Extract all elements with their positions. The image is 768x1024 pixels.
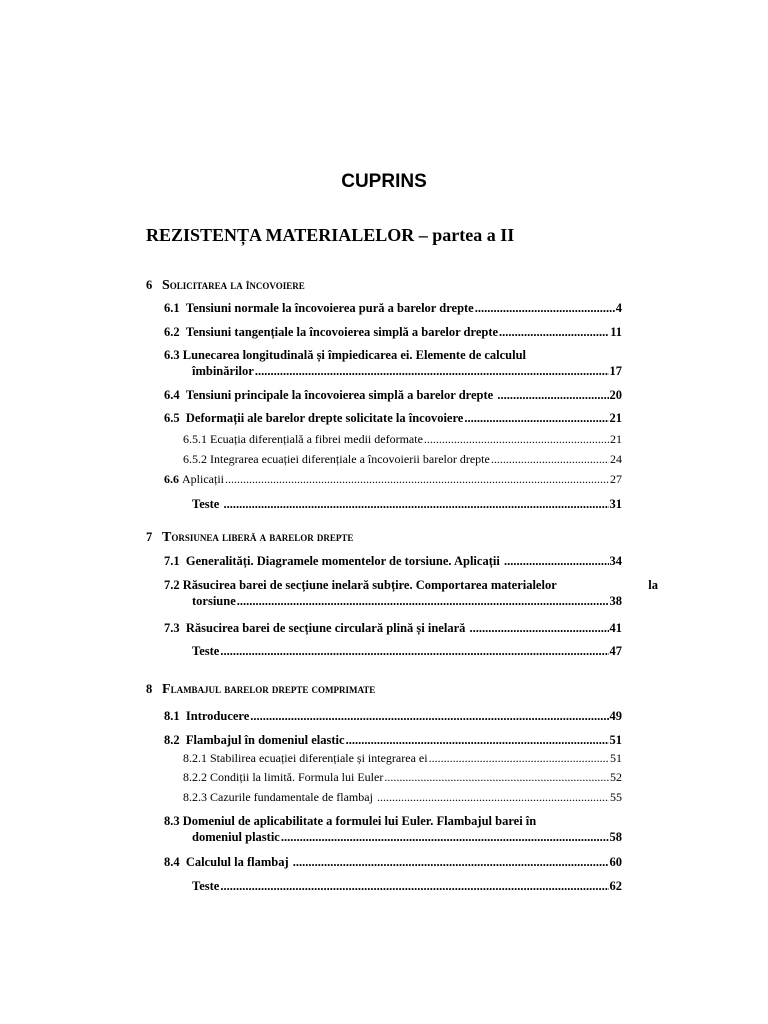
entry-number: 8.3 <box>164 814 180 828</box>
dot-leader <box>424 431 609 447</box>
toc-entry-6-1[interactable] <box>164 300 622 316</box>
chapter-number: 7 <box>146 530 153 544</box>
entry-title-line2: domeniul plastic <box>192 830 280 844</box>
chapter-6-heading <box>146 278 305 294</box>
entry-title: Tensiuni principale la încovoierea simplă a barelor drepte <box>185 388 497 402</box>
entry-page: 41 <box>609 621 622 635</box>
entry-title: Tensiuni tangențiale la încovoierea simplă a barelor drepte <box>185 325 499 339</box>
toc-entry-6-tests[interactable] <box>192 496 622 512</box>
entry-page: 60 <box>609 855 622 869</box>
toc-entry-8-2-3[interactable] <box>183 789 622 805</box>
entry-page: 4 <box>615 301 622 315</box>
entry-number: 7.1 <box>164 554 180 568</box>
dot-leader <box>250 708 608 724</box>
entry-page: 21 <box>609 411 622 425</box>
entry-number: 6.5.1 <box>183 432 207 446</box>
entry-title: Generalități. Diagramele momentelor de torsiune. Aplicații <box>185 554 503 568</box>
entry-title: Răsucirea barei de secțiune circulară plină și inelară <box>185 621 469 635</box>
entry-title: Condiții la limită. Formula lui Euler <box>210 770 384 784</box>
toc-entry-6-5[interactable] <box>164 410 622 426</box>
dot-leader <box>470 620 609 636</box>
entry-title: Introducere <box>185 709 250 723</box>
entry-page: 38 <box>609 594 622 608</box>
entry-title-line2: îmbinărilor <box>192 364 254 378</box>
dot-leader <box>346 732 609 748</box>
entry-page: 49 <box>609 709 622 723</box>
dot-leader <box>475 300 615 316</box>
entry-page: 47 <box>609 644 622 658</box>
dot-leader <box>223 496 608 512</box>
entry-number: 8.2.1 <box>183 751 207 765</box>
toc-entry-8-2[interactable] <box>164 732 622 748</box>
entry-number: 6.2 <box>164 325 180 339</box>
entry-page: 55 <box>610 790 622 804</box>
page-title: CUPRINS <box>341 171 427 192</box>
entry-page: 34 <box>609 554 622 568</box>
toc-entry-7-3[interactable] <box>164 620 622 636</box>
entry-title: Tensiuni normale la încovoierea pură a barelor drepte <box>185 301 474 315</box>
entry-page: 51 <box>609 733 622 747</box>
entry-number: 6.1 <box>164 301 180 315</box>
entry-title: Cazurile fundamentale de flambaj <box>210 790 376 804</box>
toc-entry-6-5-2[interactable] <box>183 451 622 467</box>
entry-title-line2: torsiune <box>192 594 236 608</box>
entry-title: Teste <box>192 879 220 893</box>
entry-number: 8.2 <box>164 733 180 747</box>
entry-number: 7.2 <box>164 578 180 592</box>
entry-number: 6.3 <box>164 348 180 362</box>
chapter-number: 8 <box>146 682 153 696</box>
entry-title-line1: Lunecarea longitudinală și împiedicarea ei. Elemente de calculul <box>182 348 527 362</box>
entry-number: 8.2.2 <box>183 770 207 784</box>
dot-leader <box>281 829 609 845</box>
toc-entry-8-2-2[interactable] <box>183 769 622 785</box>
dot-leader <box>237 593 609 609</box>
part-title: REZISTENȚA MATERIALELOR – partea a II <box>146 225 515 245</box>
dot-leader <box>255 363 609 379</box>
entry-number: 6.4 <box>164 388 180 402</box>
entry-page: 27 <box>610 472 622 486</box>
entry-number: 8.2.3 <box>183 790 207 804</box>
dot-leader <box>504 553 609 569</box>
entry-number: 6.6 <box>164 472 179 486</box>
chapter-title: lambajul barelor drepte comprimate <box>170 682 376 696</box>
entry-title-line1: Răsucirea barei de secțiune inelară subțire. Comportarea materialelor <box>182 578 557 592</box>
chapter-initial: S <box>162 278 170 293</box>
chapter-number: 6 <box>146 278 153 292</box>
chapter-title: olicitarea la încovoiere <box>169 278 305 292</box>
chapter-8-heading <box>146 682 375 698</box>
entry-number: 6.5 <box>164 411 180 425</box>
chapter-7-heading <box>146 530 353 546</box>
entry-number: 8.1 <box>164 709 180 723</box>
entry-title: Integrarea ecuației diferențiale a încovoierii barelor drepte <box>210 452 490 466</box>
entry-page: 11 <box>610 325 622 339</box>
dot-leader <box>464 410 608 426</box>
entry-title: Flambajul în domeniul elastic <box>185 733 345 747</box>
entry-title: Calculul la flambaj <box>185 855 292 869</box>
entry-number: 7.3 <box>164 621 180 635</box>
dot-leader <box>293 854 609 870</box>
entry-page: 31 <box>609 497 622 511</box>
toc-entry-8-tests[interactable] <box>192 878 622 894</box>
entry-page: 62 <box>609 879 622 893</box>
toc-entry-6-6[interactable] <box>164 471 622 487</box>
dot-leader <box>499 324 609 340</box>
entry-title: Deformații ale barelor drepte solicitate la încovoiere <box>185 411 464 425</box>
entry-page: 52 <box>610 770 622 784</box>
chapter-initial: T <box>162 530 172 545</box>
dot-leader <box>384 769 609 785</box>
toc-entry-7-1[interactable] <box>164 553 622 569</box>
toc-entry-6-5-1[interactable] <box>183 431 622 447</box>
dot-leader <box>377 789 609 805</box>
dot-leader <box>220 878 608 894</box>
entry-title: Aplicații <box>182 472 224 486</box>
toc-entry-6-4[interactable] <box>164 387 622 403</box>
entry-title-line1-end: la <box>648 578 658 592</box>
toc-entry-6-3[interactable] <box>164 347 622 379</box>
entry-title: Teste <box>192 497 223 511</box>
toc-entry-8-4[interactable] <box>164 854 622 870</box>
dot-leader <box>497 387 608 403</box>
entry-title: Stabilirea ecuației diferențiale și integrarea ei <box>210 751 428 765</box>
entry-title: Teste <box>192 644 220 658</box>
entry-title: Ecuația diferențială a fibrei medii deformate <box>210 432 423 446</box>
dot-leader <box>429 750 609 766</box>
toc-entry-7-2[interactable] <box>164 577 658 609</box>
entry-page: 21 <box>610 432 622 446</box>
entry-page: 17 <box>609 364 622 378</box>
entry-page: 51 <box>610 751 622 765</box>
entry-page: 24 <box>610 452 622 466</box>
entry-number: 8.4 <box>164 855 180 869</box>
entry-page: 58 <box>609 830 622 844</box>
entry-page: 20 <box>609 388 622 402</box>
toc-entry-6-2[interactable] <box>164 324 622 340</box>
toc-entry-8-2-1[interactable] <box>183 750 622 766</box>
dot-leader <box>225 471 609 487</box>
dot-leader <box>220 643 608 659</box>
chapter-title: orsiunea liberă a barelor drepte <box>171 530 354 544</box>
entry-number: 6.5.2 <box>183 452 207 466</box>
toc-entry-7-tests[interactable] <box>192 643 622 659</box>
dot-leader <box>491 451 609 467</box>
toc-entry-8-1[interactable] <box>164 708 622 724</box>
entry-title-line1: Domeniul de aplicabilitate a formulei lui Euler. Flambajul barei în <box>182 814 537 828</box>
chapter-initial: F <box>162 682 171 697</box>
toc-entry-8-3[interactable] <box>164 813 622 845</box>
